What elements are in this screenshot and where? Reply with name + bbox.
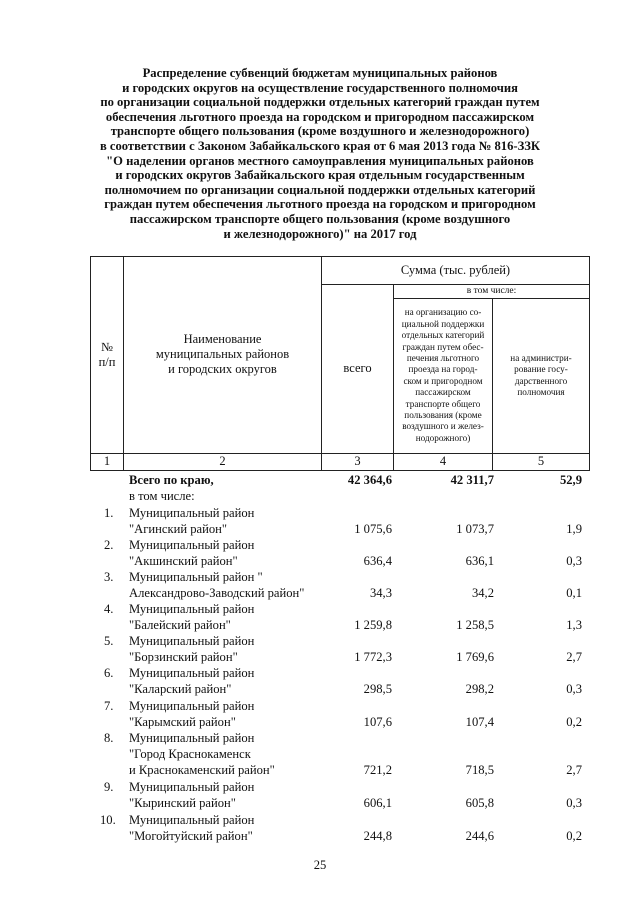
row-admin: 0,1 xyxy=(566,586,582,600)
header-number: № п/п xyxy=(91,257,124,454)
table-header xyxy=(90,256,590,471)
row-number: 1. xyxy=(104,506,114,520)
row-org: 34,2 xyxy=(471,586,494,600)
row-number: 2. xyxy=(104,538,114,552)
row-name-line: и Краснокаменский район" xyxy=(129,763,275,777)
column-numbers-row xyxy=(91,453,590,470)
row-org: 1 258,5 xyxy=(456,618,494,632)
row-admin: 1,9 xyxy=(566,522,582,536)
row-org: 636,1 xyxy=(465,554,494,568)
row-number: 10. xyxy=(100,813,116,827)
row-name-line: Муниципальный район xyxy=(129,699,255,713)
row-org: 244,6 xyxy=(465,829,494,843)
row-org: 718,5 xyxy=(465,763,494,777)
row-name-line: Муниципальный район xyxy=(129,813,255,827)
row-name-line: Муниципальный район xyxy=(129,634,255,648)
header-admin: на администри- рование госу- дарственного полномочия xyxy=(493,298,590,453)
row-org: 1 769,6 xyxy=(456,650,494,664)
row-total: 1 259,8 xyxy=(354,618,392,632)
title-line: пассажирском транспорте общего пользования (кроме воздушного xyxy=(129,211,511,226)
row-name-line: "Каларский район" xyxy=(129,682,232,696)
title-line: Распределение субвенций бюджетам муниципальных районов xyxy=(142,66,498,80)
row-number: 4. xyxy=(104,602,114,616)
column-number: 3 xyxy=(322,453,394,470)
title-line: и городских округов Забайкальского края отдельным государственным xyxy=(115,168,525,183)
total-org: 42 311,7 xyxy=(450,473,494,487)
row-admin: 0,3 xyxy=(566,796,582,810)
row-name-line: "Могойтуйский район" xyxy=(129,829,253,843)
row-org: 605,8 xyxy=(465,796,494,810)
row-name-line: "Балейский район" xyxy=(129,618,231,632)
row-admin: 2,7 xyxy=(566,763,582,777)
total-admin: 52,9 xyxy=(559,473,582,487)
title-line: и железнодорожного)" на 2017 год xyxy=(223,226,417,241)
title-line: по организации социальной поддержки отдельных категорий граждан путем xyxy=(100,95,540,110)
row-number: 5. xyxy=(104,634,114,648)
row-name-line: Муниципальный район " xyxy=(129,570,263,584)
row-name-line: Александрово-Заводский район" xyxy=(129,586,305,600)
row-org: 107,4 xyxy=(465,715,494,729)
column-number: 4 xyxy=(394,453,493,470)
row-total: 298,5 xyxy=(363,682,392,696)
page-number: 25 xyxy=(313,858,327,872)
row-number: 8. xyxy=(104,731,114,745)
row-name-line: "Карымский район" xyxy=(129,715,236,729)
column-number: 1 xyxy=(91,453,124,470)
row-name-line: Муниципальный район xyxy=(129,506,255,520)
row-name-line: Муниципальный район xyxy=(129,780,255,794)
title-line: граждан путем обеспечения льготного проезда на городском и пригородном xyxy=(104,197,536,212)
row-total: 721,2 xyxy=(363,763,392,777)
including-label: в том числе: xyxy=(129,489,195,503)
header-including: в том числе: xyxy=(394,284,590,298)
header-org: на организацию со- циальной поддержки отдельных категорий граждан путем обес- печения льготного проезда на город- ском и пригородном пассажирском транспорте общего пользования (кроме воздушного и желез- нодорожного) xyxy=(394,298,493,453)
row-number: 7. xyxy=(104,699,114,713)
row-admin: 0,3 xyxy=(566,554,582,568)
row-name-line: "Кыринский район" xyxy=(129,796,236,810)
row-name-line: "Борзинский район" xyxy=(129,650,238,664)
column-number: 2 xyxy=(124,453,322,470)
row-number: 6. xyxy=(104,666,114,680)
row-total: 107,6 xyxy=(363,715,392,729)
row-total: 1 075,6 xyxy=(354,522,392,536)
title-line: в соответствии с Законом Забайкальского края от 6 мая 2013 года № 816-ЗЗК xyxy=(99,138,541,153)
row-org: 298,2 xyxy=(465,682,494,696)
row-admin: 1,3 xyxy=(566,618,582,632)
row-org: 1 073,7 xyxy=(456,522,494,536)
row-total: 636,4 xyxy=(363,554,392,568)
title-line: и городских округов на осуществление государственного полномочия xyxy=(122,80,518,95)
title-line: "О наделении органов местного самоуправления муниципальных районов xyxy=(106,153,534,168)
row-name-line: Муниципальный район xyxy=(129,602,255,616)
total-label: Всего по краю, xyxy=(129,473,214,487)
row-admin: 2,7 xyxy=(566,650,582,664)
row-admin: 0,2 xyxy=(566,715,582,729)
row-name-line: "Акшинский район" xyxy=(129,554,238,568)
row-total: 244,8 xyxy=(363,829,392,843)
row-number: 9. xyxy=(104,780,114,794)
column-number: 5 xyxy=(493,453,590,470)
row-name-line: "Город Краснокаменск xyxy=(129,747,251,761)
row-total: 1 772,3 xyxy=(354,650,392,664)
title-line: полномочием по организации социальной поддержки отдельных категорий xyxy=(104,182,536,197)
row-total: 606,1 xyxy=(363,796,392,810)
title-line: обеспечения льготного проезда на городском и пригородном пассажирском xyxy=(105,109,535,124)
header-total: всего xyxy=(322,284,394,453)
header-name: Наименование муниципальных районов и городских округов xyxy=(124,257,322,454)
title-line: транспорте общего пользования (кроме воздушного и железнодорожного) xyxy=(110,124,530,139)
header-sum: Сумма (тыс. рублей) xyxy=(322,257,590,285)
row-name-line: "Агинский район" xyxy=(129,522,228,536)
total-sum: 42 364,6 xyxy=(347,473,392,487)
row-name-line: Муниципальный район xyxy=(129,538,255,552)
row-number: 3. xyxy=(104,570,114,584)
document-title xyxy=(40,66,600,241)
row-admin: 0,3 xyxy=(566,682,582,696)
row-name-line: Муниципальный район xyxy=(129,731,255,745)
row-admin: 0,2 xyxy=(566,829,582,843)
row-name-line: Муниципальный район xyxy=(129,666,255,680)
row-total: 34,3 xyxy=(369,586,392,600)
